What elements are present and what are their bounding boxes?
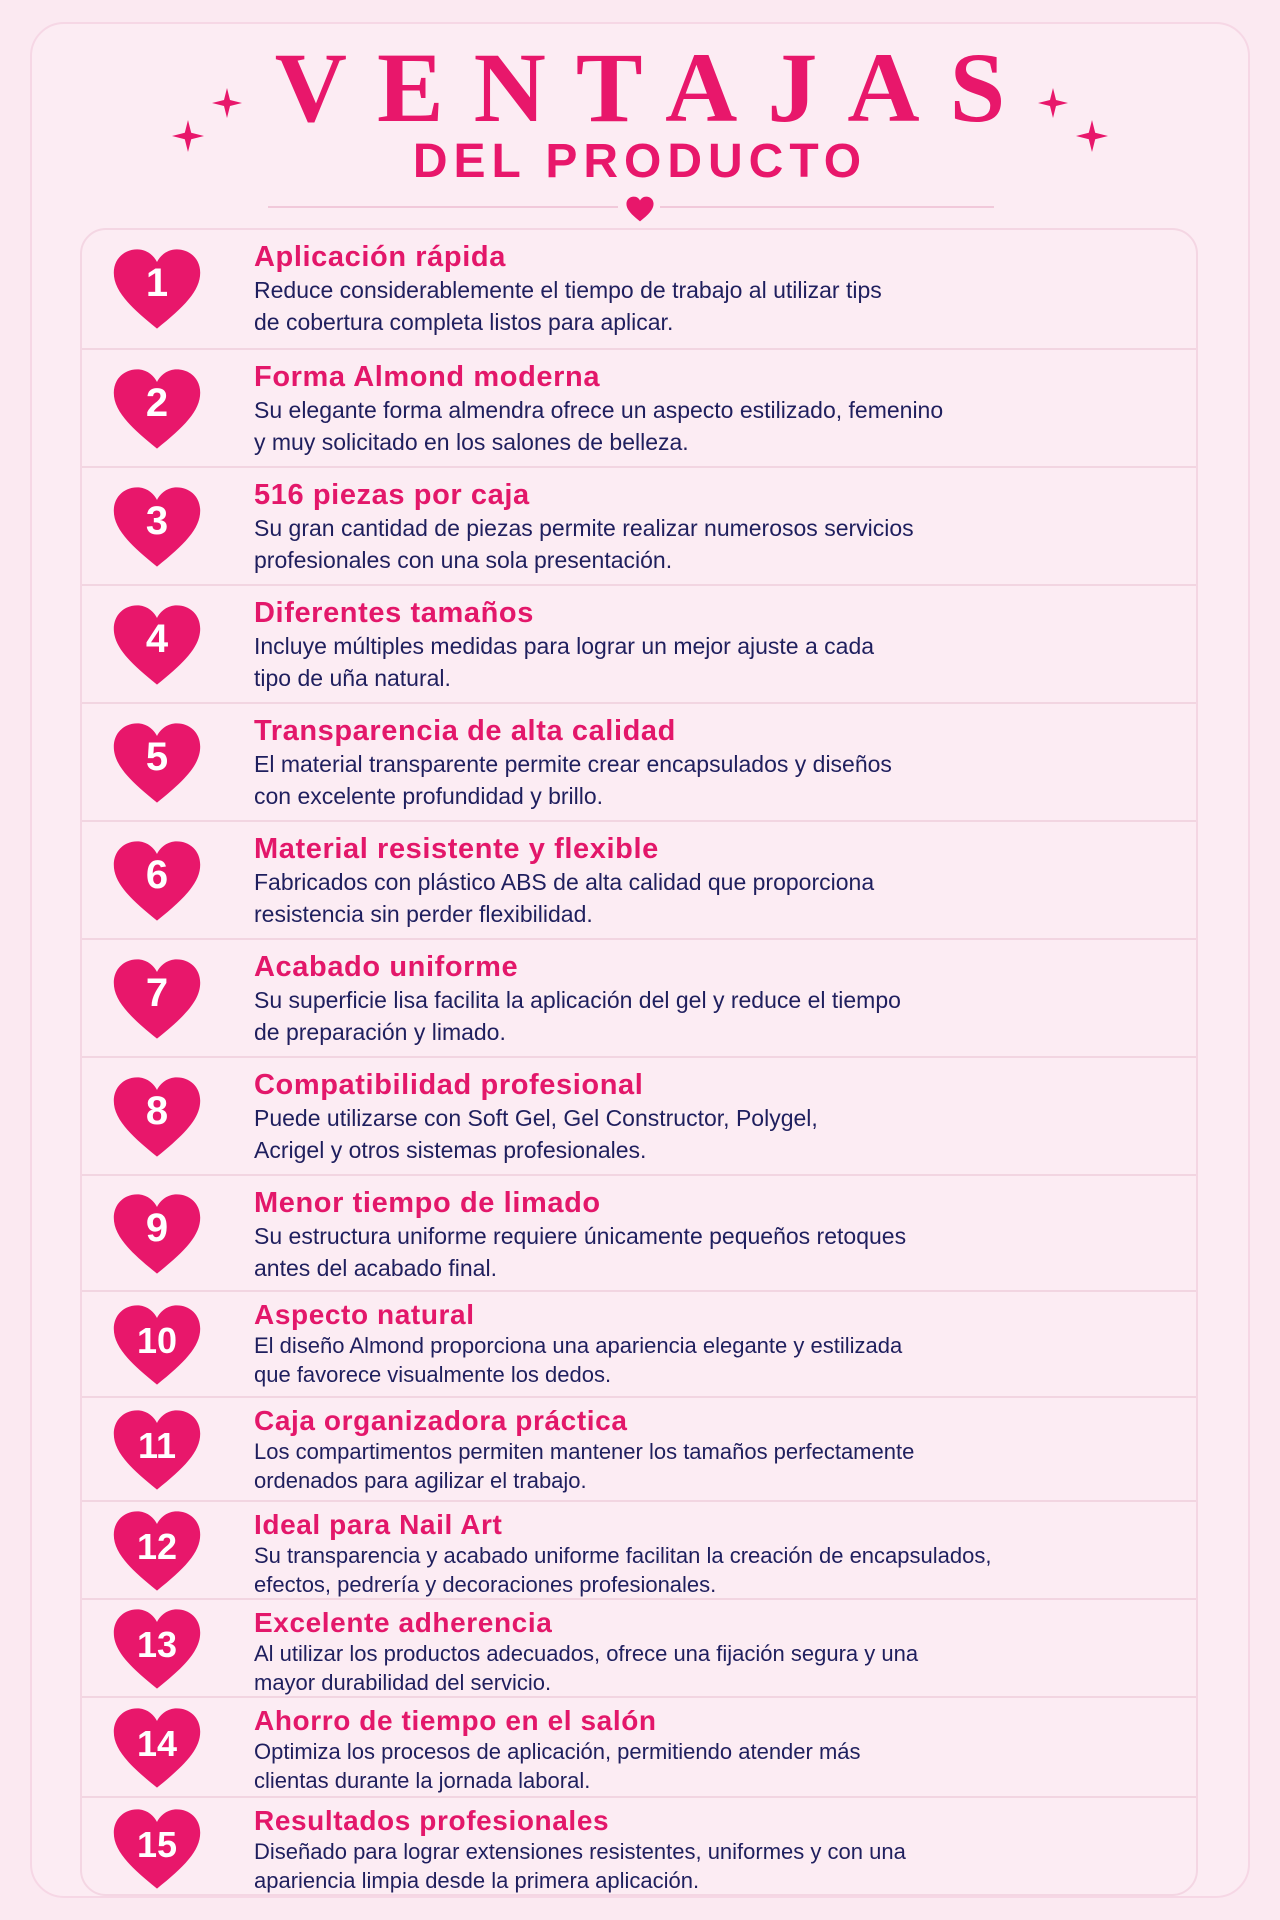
item-number: 15 [136,1824,178,1865]
list-item [82,820,1198,938]
heart-icon [112,367,202,451]
item-number: 6 [145,853,169,897]
item-number: 9 [145,1206,169,1250]
item-title: Ideal para Nail Art [254,1509,503,1540]
divider-right [660,206,994,208]
item-text [254,834,1174,931]
heart-icon [112,1807,202,1891]
heart-icon [112,485,202,569]
item-number: 12 [136,1526,178,1567]
item-description-line: de preparación y limado. [254,1019,506,1046]
benefits-list [80,228,1198,1896]
heart-icon [112,1706,202,1790]
item-description-line: con excelente profundidad y brillo. [254,783,604,810]
item-description-line: Optimiza los procesos de aplicación, permitiendo atender más [254,1739,861,1765]
item-description-line: que favorece visualmente los dedos. [254,1361,612,1387]
item-number: 13 [136,1624,178,1665]
heart-icon [112,247,202,331]
small-heart-icon [625,196,655,222]
item-description-line: Su gran cantidad de piezas permite realizar numerosos servicios [254,515,914,542]
item-number: 2 [145,381,169,425]
item-description-line: Reduce considerablemente el tiempo de trabajo al utilizar tips [254,277,882,304]
item-number: 11 [137,1425,177,1466]
item-description-line: resistencia sin perder flexibilidad. [254,901,593,928]
item-description-line: Acrigel y otros sistemas profesionales. [254,1137,647,1164]
heart-icon [112,1303,202,1387]
item-description-line: tipo de uña natural. [254,665,451,692]
item-text [254,1300,1174,1390]
item-text [254,242,1174,339]
item-text [254,1706,1174,1796]
item-description-line: clientas durante la jornada laboral. [254,1767,591,1793]
list-item [82,1174,1198,1290]
list-item [82,584,1198,702]
item-text [254,1608,1174,1698]
item-description-line: Los compartimentos permiten mantener los tamaños perfectamente [254,1439,915,1465]
list-item [82,1056,1198,1174]
item-description-line: Su superficie lisa facilita la aplicación del gel y reduce el tiempo [254,987,901,1014]
item-text [254,1806,1174,1896]
item-description-line: efectos, pedrería y decoraciones profesionales. [254,1571,717,1597]
item-description-line: Su elegante forma almendra ofrece un aspecto estilizado, femenino [254,397,944,424]
item-number: 5 [145,735,169,779]
item-text [254,480,1174,577]
item-description-line: Fabricados con plástico ABS de alta calidad que proporciona [254,869,875,896]
item-number: 3 [145,499,169,543]
item-description-line: Diseñado para lograr extensiones resistentes, uniformes y con una [254,1839,906,1865]
item-title: Acabado uniforme [254,951,519,983]
list-item [82,1796,1198,1896]
item-text [254,1510,1174,1600]
item-description-line: profesionales con una sola presentación. [254,547,673,574]
list-item [82,230,1198,348]
heart-icon [112,1509,202,1593]
item-text [254,1406,1174,1496]
item-description-line: Incluye múltiples medidas para lograr un mejor ajuste a cada [254,633,875,660]
heart-icon [112,839,202,923]
item-title: Compatibilidad profesional [254,1069,644,1101]
item-number: 14 [136,1723,178,1764]
list-item [82,1696,1198,1796]
item-description-line: mayor durabilidad del servicio. [254,1669,552,1695]
item-title: Ahorro de tiempo en el salón [254,1705,657,1736]
item-description-line: El diseño Almond proporciona una apariencia elegante y estilizada [254,1333,903,1359]
item-description-line: Su estructura uniforme requiere únicamente pequeños retoques [254,1223,907,1250]
item-text [254,1188,1174,1285]
item-description-line: antes del acabado final. [254,1255,497,1282]
item-title: Aspecto natural [254,1299,475,1330]
item-number: 7 [145,971,169,1015]
item-title: Resultados profesionales [254,1805,610,1836]
item-description-line: ordenados para agilizar el trabajo. [254,1467,587,1493]
item-text [254,362,1174,459]
item-description-line: apariencia limpia desde la primera aplicación. [254,1867,700,1893]
item-number: 4 [145,617,169,661]
item-text [254,1070,1174,1167]
item-description-line: El material transparente permite crear encapsulados y diseños [254,751,892,778]
list-item [82,1598,1198,1696]
item-title: Material resistente y flexible [254,833,659,865]
item-title: 516 piezas por caja [254,479,530,511]
item-description-line: Su transparencia y acabado uniforme facilitan la creación de encapsulados, [254,1543,992,1569]
heart-icon [112,1075,202,1159]
list-item [82,466,1198,584]
item-text [254,952,1174,1049]
heart-icon [112,957,202,1041]
item-title: Menor tiempo de limado [254,1187,601,1219]
heart-icon [112,1607,202,1691]
item-description-line: Al utilizar los productos adecuados, ofrece una fijación segura y una [254,1641,919,1667]
item-title: Transparencia de alta calidad [254,715,676,747]
page-subtitle: DEL PRODUCTO [412,135,868,188]
divider-left [268,206,618,208]
list-item [82,702,1198,820]
heart-icon [112,1192,202,1276]
list-item [82,348,1198,466]
item-title: Caja organizadora práctica [254,1405,628,1436]
item-number: 8 [145,1089,169,1133]
heart-icon [112,721,202,805]
item-title: Excelente adherencia [254,1607,553,1638]
item-title: Aplicación rápida [254,241,506,273]
list-item [82,1396,1198,1500]
heart-icon [112,603,202,687]
list-item [82,938,1198,1056]
item-title: Diferentes tamaños [254,597,534,629]
item-title: Forma Almond moderna [254,361,601,393]
page-title: VENTAJAS [274,32,1036,143]
item-text [254,598,1174,695]
item-number: 10 [136,1320,178,1361]
item-description-line: Puede utilizarse con Soft Gel, Gel Constructor, Polygel, [254,1105,818,1132]
heart-icon [112,1408,202,1492]
item-description-line: y muy solicitado en los salones de belleza. [254,429,689,456]
item-description-line: de cobertura completa listos para aplicar. [254,309,674,336]
item-text [254,716,1174,813]
item-number: 1 [145,261,169,305]
list-item [82,1500,1198,1598]
list-item [82,1290,1198,1396]
